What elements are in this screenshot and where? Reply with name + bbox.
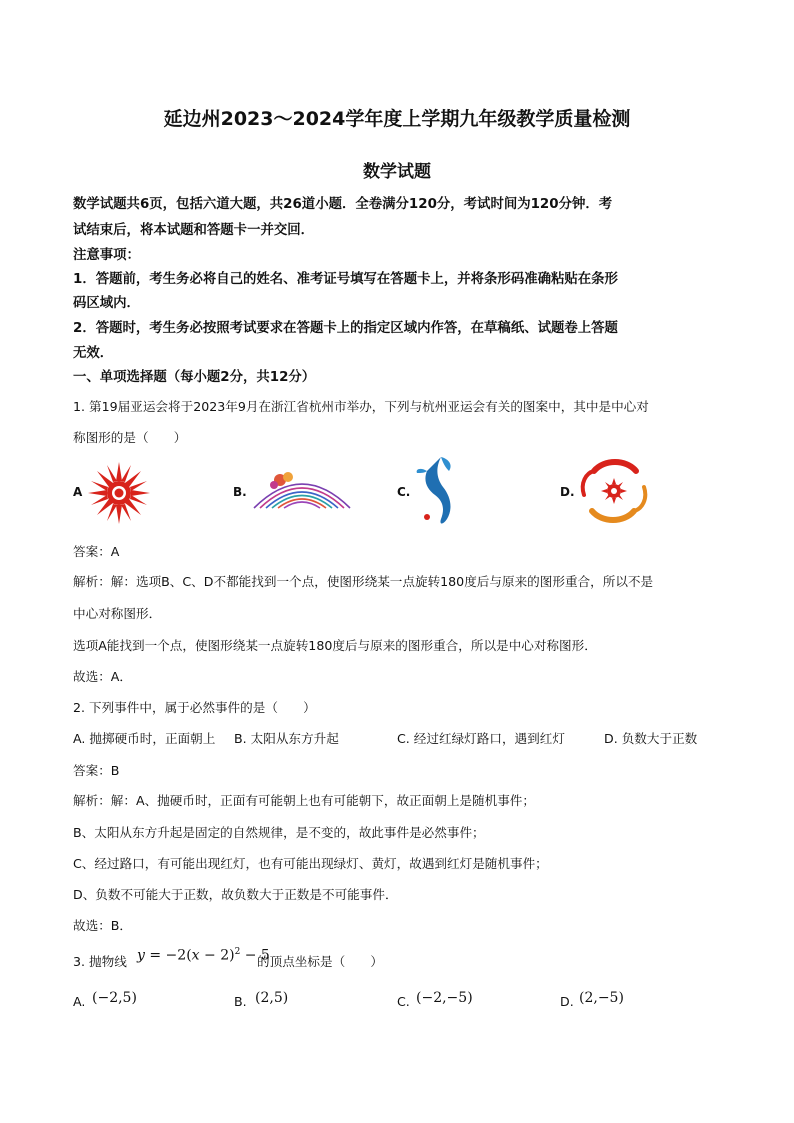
rainbow-fan-emblem-icon — [250, 466, 354, 510]
q1-conclusion: 故选：A． — [73, 669, 132, 684]
q3-parabola-equation: $y = -2(x - 2)^2 - 5$ — [137, 947, 270, 964]
q2-stem: 2. 下列事件中，属于必然事件的是（ ） — [73, 700, 316, 715]
note-2-line-2: 无效． — [73, 346, 114, 361]
note-1-line-1: 1．答题前，考生务必将自己的姓名、准考证号填写在答题卡上，并将条形码准确粘贴在条形 — [73, 272, 618, 287]
q2-analysis-line-3: C、经过路口，有可能出现红灯，也有可能出现绿灯、黄灯，故遇到红灯是随机事件； — [73, 856, 548, 871]
section-heading: 一、单项选择题（每小题2分，共12分） — [73, 370, 316, 385]
q2-analysis-line-2: B、太阳从东方升起是固定的自然规律，是不变的，故此事件是必然事件； — [73, 825, 485, 840]
dragon-ring-emblem-icon — [576, 455, 652, 527]
q2-option-a: A. 抛掷硬币时，正面朝上 — [73, 731, 216, 746]
q1-analysis-line-3: 选项A能找到一个点，使图形绕某一点旋转180度后与原来的图形重合，所以是中心对称图形． — [73, 638, 597, 653]
q3-option-a-label: A. — [73, 994, 86, 1009]
q3-option-d-label: D. — [560, 994, 574, 1009]
q3-option-d-value: (2,−5) — [579, 990, 624, 1006]
q3-option-b-label: B. — [234, 994, 247, 1009]
exam-title: 延边州2023～2024学年度上学期九年级教学质量检测 — [163, 108, 631, 130]
q1-analysis-line-2: 中心对称图形． — [73, 606, 162, 621]
q2-option-b: B. 太阳从东方升起 — [234, 731, 339, 746]
sun-emblem-icon — [86, 460, 152, 526]
q1-analysis-line-1: 解析：解：选项B、C、D不都能找到一个点，使图形绕某一点旋转180度后与原来的图形重合，所以不是 — [73, 574, 654, 589]
q1-stem-line-2: 称图形的是（ ） — [73, 430, 187, 445]
q3-option-c-label: C. — [397, 994, 410, 1009]
intro-line-2: 试结束后，将本试题和答题卡一并交回． — [73, 223, 315, 238]
q1-option-a-label: A — [73, 485, 83, 499]
q2-analysis-line-1: 解析：解：A、抛硬币时，正面有可能朝上也有可能朝下，故正面朝上是随机事件； — [73, 793, 535, 808]
note-1-line-2: 码区域内． — [73, 296, 140, 311]
q2-answer: 答案：B — [73, 763, 120, 778]
q2-conclusion: 故选：B． — [73, 918, 133, 933]
q3-option-c-value: (−2,−5) — [416, 990, 473, 1006]
fish-emblem-icon — [413, 455, 465, 527]
notes-heading: 注意事项： — [73, 248, 140, 263]
q1-option-c-label: C. — [397, 485, 411, 499]
q3-option-a-value: (−2,5) — [92, 990, 137, 1006]
q3-option-b-value: (2,5) — [255, 990, 289, 1006]
note-2-line-1: 2．答题时，考生务必按照考试要求在答题卡上的指定区域内作答，在草稿纸、试题卷上答题 — [73, 321, 618, 336]
q1-stem-line-1: 1. 第19届亚运会将于2023年9月在浙江省杭州市举办，下列与杭州亚运会有关的图案中，其中是中心对 — [73, 399, 649, 414]
q2-option-d: D. 负数大于正数 — [604, 731, 698, 746]
q1-answer: 答案：A — [73, 544, 120, 559]
q3-stem-prefix: 3. 抛物线 — [73, 954, 127, 969]
q3-stem-suffix: 的顶点坐标是（ ） — [257, 954, 383, 969]
intro-line-1: 数学试题共6页，包括六道大题，共26道小题．全卷满分120分，考试时间为120分钟．考 — [73, 197, 613, 212]
q1-option-b-label: B. — [233, 485, 247, 499]
q1-option-d-label: D. — [560, 485, 575, 499]
q2-option-c: C. 经过红绿灯路口，遇到红灯 — [397, 731, 565, 746]
paper-subtitle: 数学试题 — [363, 162, 431, 182]
q2-analysis-line-4: D、负数不可能大于正数，故负数大于正数是不可能事件． — [73, 887, 398, 902]
